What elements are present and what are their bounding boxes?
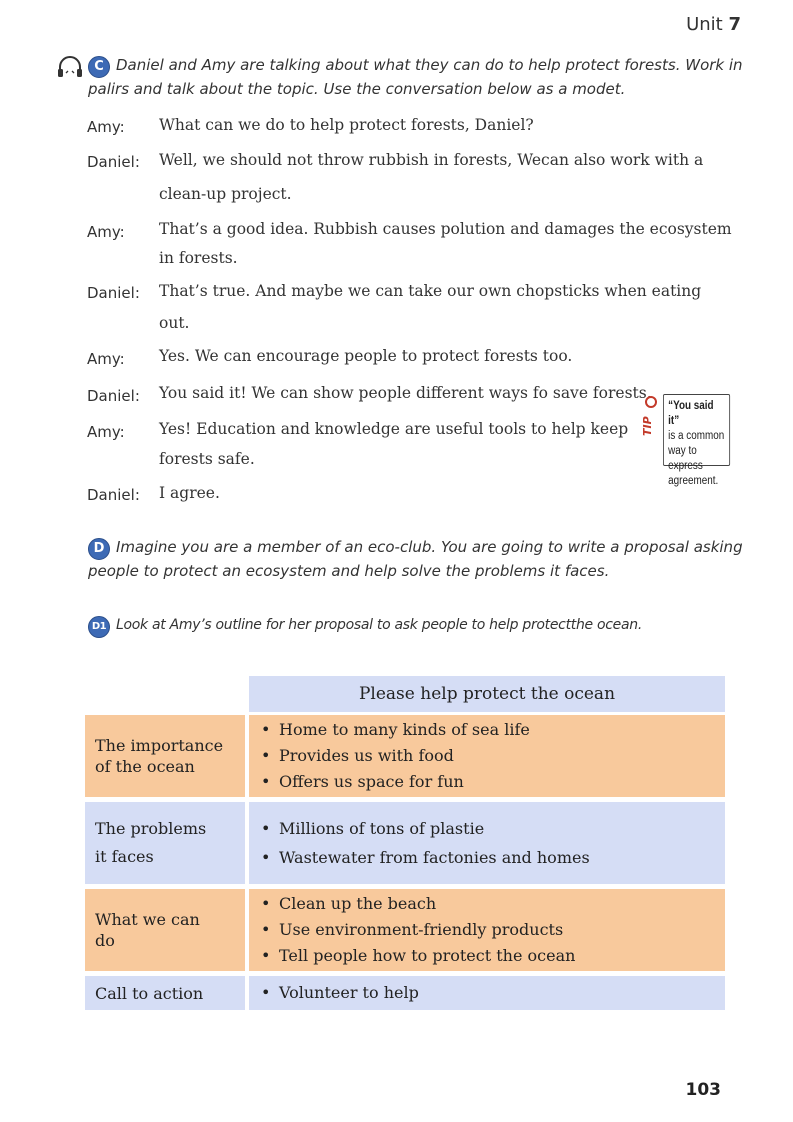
dialogue-line: I agree. <box>159 484 220 502</box>
list-item: • Home to many kinds of sea life <box>261 717 725 743</box>
dialogue-line: Yes! Education and knowledge are useful tools to help keep <box>159 420 629 438</box>
tip-label: TIP <box>641 416 654 436</box>
dialogue-line: What can we do to help protect forests, Daniel? <box>159 116 534 134</box>
tip-box <box>641 394 741 487</box>
section-c-badge: C <box>88 56 110 78</box>
unit-label: Unit <box>686 14 723 35</box>
section-d1-badge: D1 <box>88 616 110 638</box>
list-item: • Tell people how to protect the ocean <box>261 943 725 969</box>
section-c-instruction <box>88 54 748 100</box>
dialogue-line: Yes. We can encourage people to protect forests too. <box>159 347 573 365</box>
section-d-text: Imagine you are a member of an eco-club. You are going to write a proposal asking people to protect an ecosystem and help solve the problems it faces. <box>88 538 743 580</box>
dialogue-line: That’s true. And maybe we can take our own chopsticks when eating <box>159 282 702 300</box>
dialogue-line: Well, we should not throw rubbish in forests, Wecan also work with a <box>159 151 704 169</box>
list-item: • Offers us space for fun <box>261 769 725 795</box>
section-d-badge: D <box>88 538 110 560</box>
dialogue-line: clean-up project. <box>159 185 292 203</box>
section-d1-text: Look at Amy’s outline for her proposal to ask people to help protectthe ocean. <box>116 617 642 633</box>
section-c-text: Daniel and Amy are talking about what they can do to help protect forests. Work in palirs and talk about the topic. Use the conversation below as a modet. <box>88 56 743 98</box>
lightbulb-icon <box>645 396 657 408</box>
table-row-items <box>249 715 725 797</box>
table-title: Please help protect the ocean <box>249 676 725 712</box>
dialogue-speaker: Amy: <box>87 350 125 368</box>
table-row-items <box>249 802 725 884</box>
table-row-items <box>249 976 725 1010</box>
tip-line: agreement. <box>668 475 719 487</box>
table-row-label: The importance of the ocean <box>85 715 245 797</box>
dialogue-line: out. <box>159 314 190 332</box>
section-d1-instruction <box>88 614 748 638</box>
dialogue-speaker: Daniel: <box>87 486 140 504</box>
table-row-items <box>249 889 725 971</box>
dialogue-speaker: Amy: <box>87 118 125 136</box>
table-row-label: Call to action <box>85 976 245 1010</box>
dialogue-line: That’s a good idea. Rubbish causes polution and damages the ecosystem <box>159 220 732 238</box>
dialogue-speaker: Daniel: <box>87 387 140 405</box>
dialogue-line: in forests. <box>159 249 238 267</box>
dialogue-speaker: Amy: <box>87 223 125 241</box>
tip-line: is a common <box>668 430 725 442</box>
table-row-label: What we can do <box>85 889 245 971</box>
list-item: • Provides us with food <box>261 743 725 769</box>
list-item: • Use environment-friendly products <box>261 917 725 943</box>
section-d-instruction <box>88 536 748 582</box>
list-item: • Volunteer to help <box>261 980 725 1006</box>
tip-line: way to express <box>668 445 703 472</box>
page-number: 103 <box>685 1080 721 1100</box>
tip-content <box>663 394 730 487</box>
headphones-icon[interactable] <box>56 55 84 79</box>
unit-header <box>686 14 741 35</box>
list-item: • Millions of tons of plastie <box>261 814 725 843</box>
dialogue-speaker: Amy: <box>87 423 125 441</box>
dialogue-line: You said it! We can show people different ways fo save forests. <box>159 384 652 402</box>
tip-line: “You said it” <box>668 400 714 427</box>
dialogue-speaker: Daniel: <box>87 284 140 302</box>
dialogue-speaker: Daniel: <box>87 153 140 171</box>
unit-number: 7 <box>728 14 741 35</box>
list-item: • Clean up the beach <box>261 891 725 917</box>
dialogue-line: forests safe. <box>159 450 255 468</box>
table-row-label: The problems it faces <box>85 802 245 884</box>
list-item: • Wastewater from factonies and homes <box>261 843 725 872</box>
